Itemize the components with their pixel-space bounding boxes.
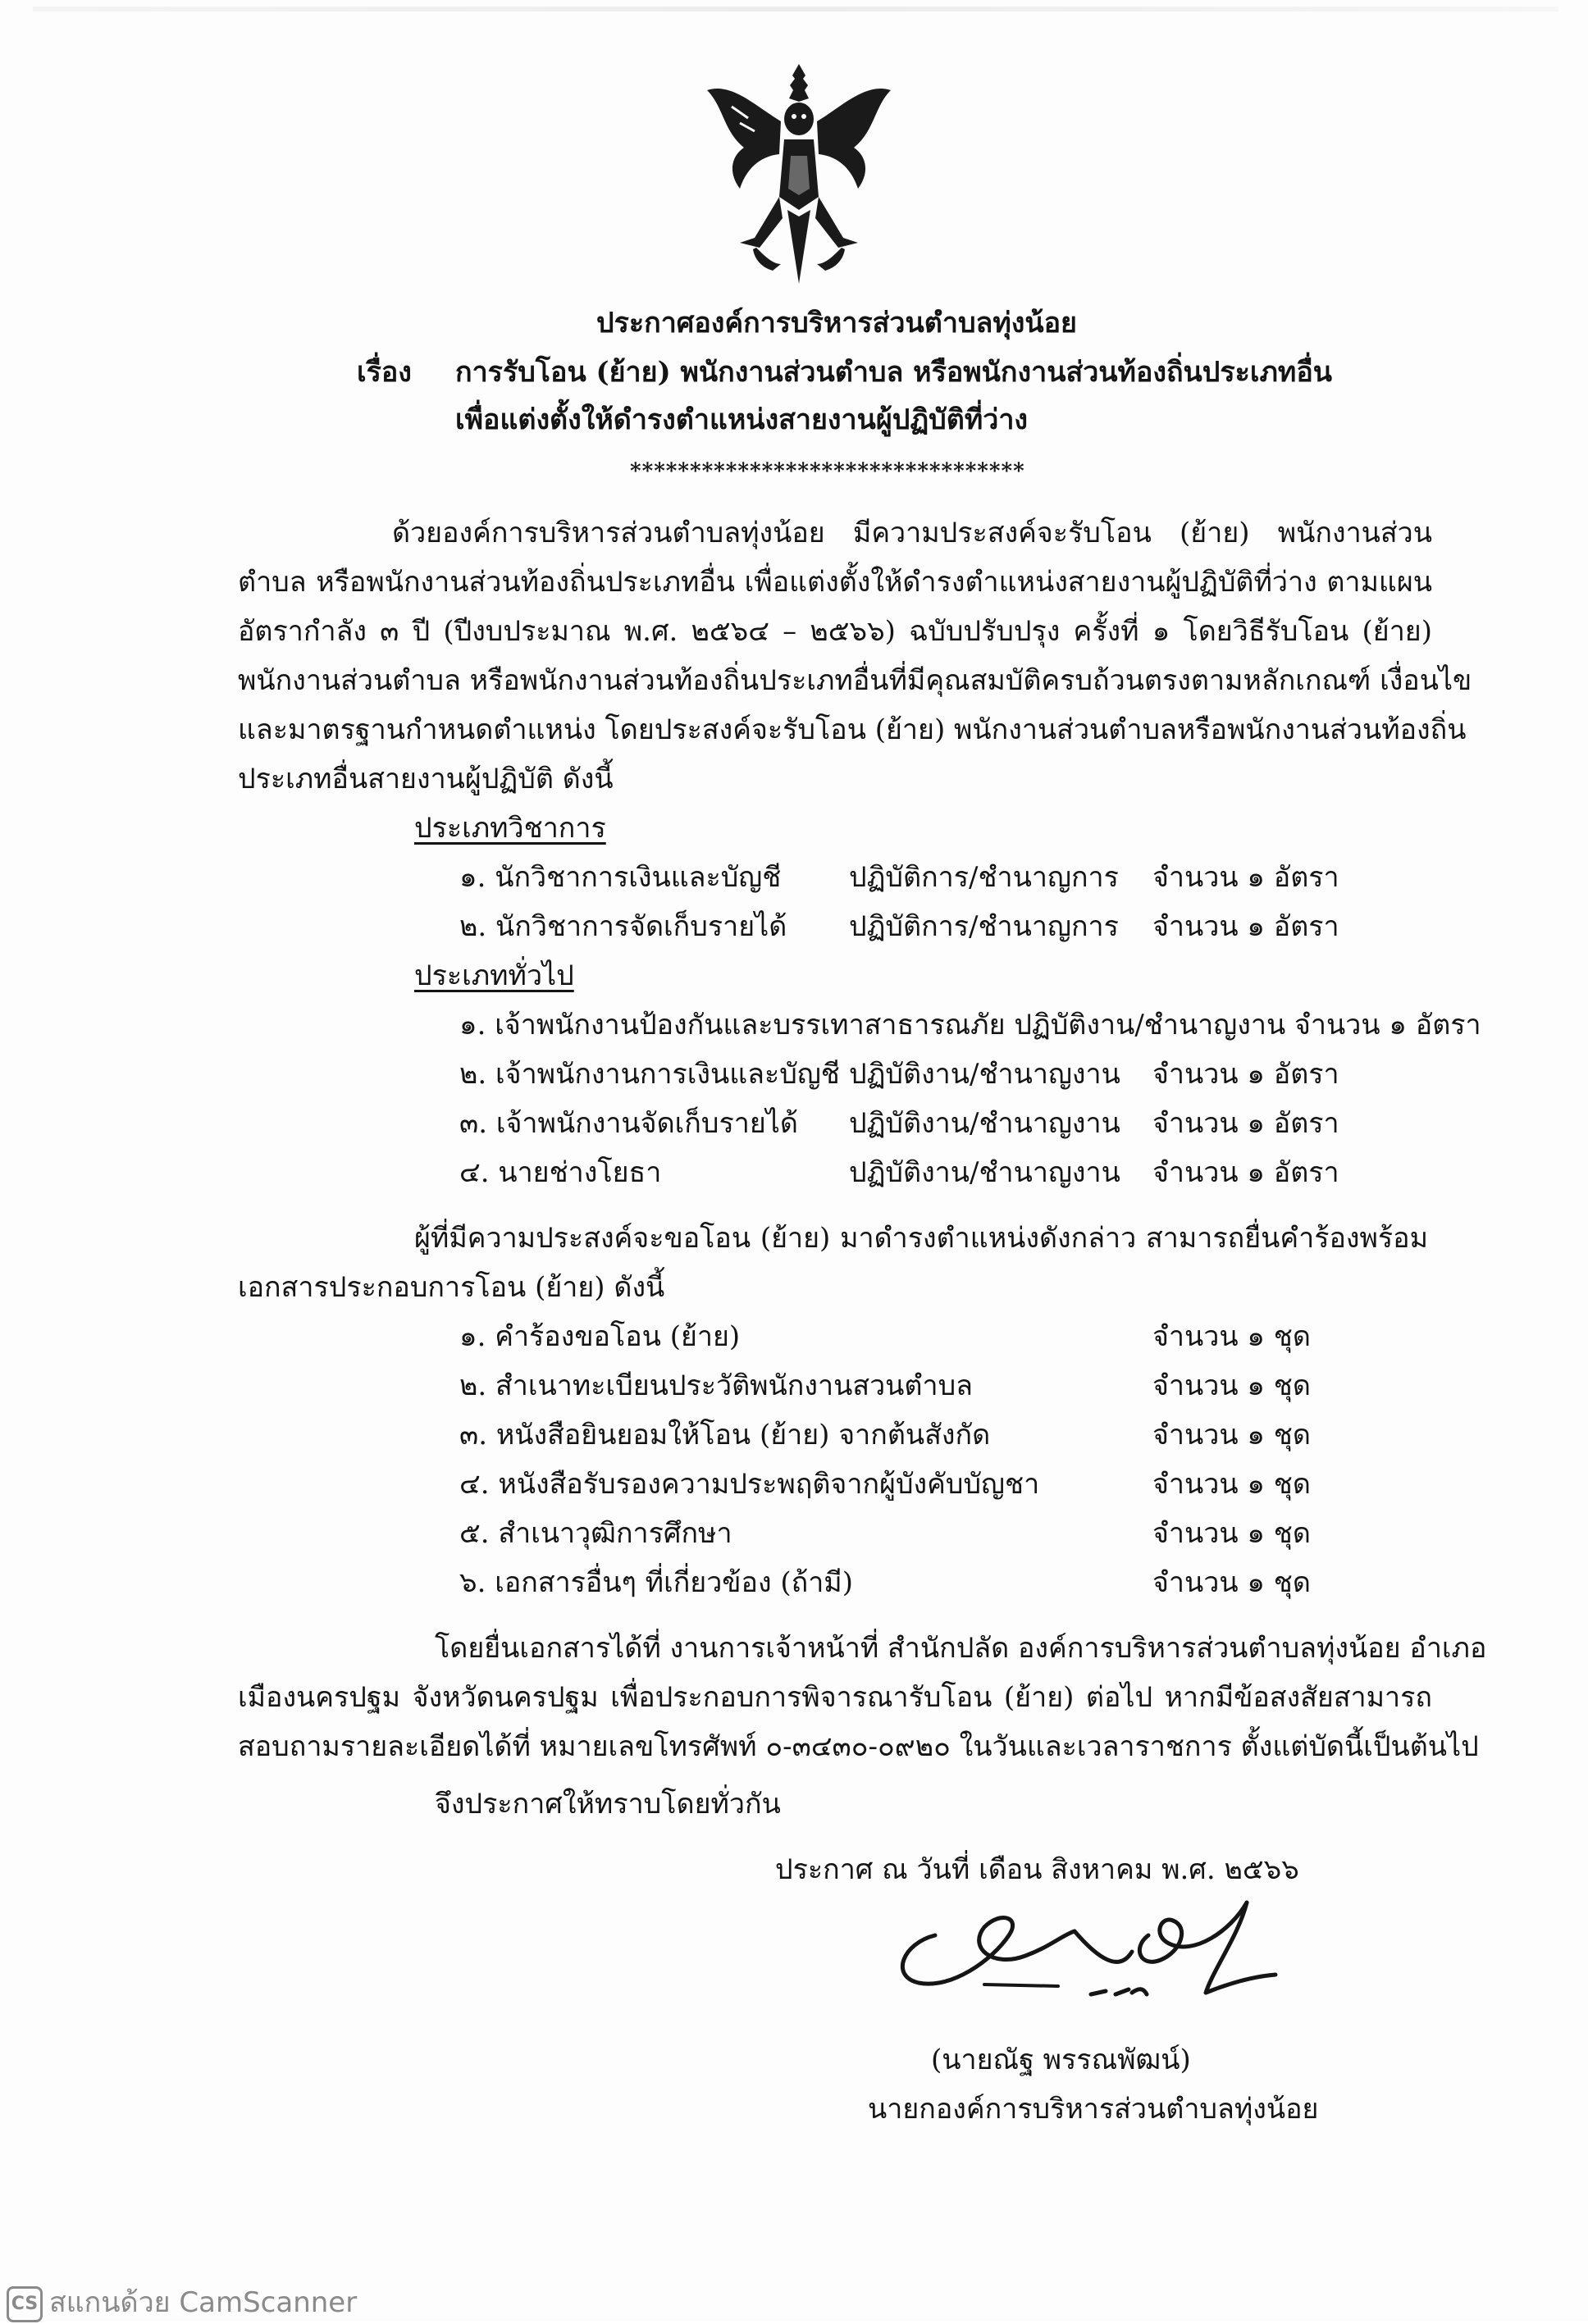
submission-line-3: สอบถามรายละเอียดได้ที่ หมายเลขโทรศัพท์ ๐-๓๔๓๐-๐๙๒๐ ในวันและเวลาราชการ ตั้งแต่บัดนี้เป็นต้นไป <box>238 1730 1479 1763</box>
position-level: ปฏิบัติงาน/ชำนาญงาน <box>849 1058 1120 1091</box>
signatory-name: (นายณัฐ พรรณพัฒน์) <box>931 2044 1191 2076</box>
intro-line-1: ด้วยองค์การบริหารส่วนตำบลทุ่งน้อย มีความประสงค์จะรับโอน (ย้าย) พนักงานส่วน <box>392 517 1432 549</box>
intro-line-3: อัตรากำลัง ๓ ปี (ปีงบประมาณ พ.ศ. ๒๕๖๔ – ๒๕๖๖) ฉบับปรับปรุง ครั้งที่ ๑ โดยวิธีรับโอน (ย้าย) <box>238 615 1432 648</box>
garuda-emblem-icon <box>699 57 900 291</box>
closing-statement: จึงประกาศให้ทราบโดยทั่วกัน <box>435 1788 781 1820</box>
academic-heading: ประเภทวิชาการ <box>414 812 606 845</box>
position-count: จำนวน ๑ อัตรา <box>1152 861 1339 894</box>
position-level: ปฏิบัติงาน/ชำนาญงาน <box>849 1156 1120 1189</box>
submission-line-2: เมืองนครปฐม จังหวัดนครปฐม เพื่อประกอบการพิจารณารับโอน (ย้าย) ต่อไป หากมีข้อสงสัยสามารถ <box>238 1681 1432 1714</box>
position-row: ๑. เจ้าพนักงานป้องกันและบรรเทาสาธารณภัย ปฏิบัติงาน/ชำนาญงาน จำนวน ๑ อัตรา <box>459 1009 1481 1041</box>
camscanner-logo-icon: CS <box>7 2286 43 2322</box>
scan-edge-line <box>33 7 1558 11</box>
intro-line-2: ตำบล หรือพนักงานส่วนท้องถิ่นประเภทอื่น เพื่อแต่งตั้งให้ดำรงตำแหน่งสายงานผู้ปฏิบัติที่ว่าง ตามแผน <box>238 566 1432 599</box>
subject-label: เรื่อง <box>357 356 412 389</box>
position-name: ๒. นักวิชาการจัดเก็บรายได้ <box>459 910 787 943</box>
document-count: จำนวน ๑ ชุด <box>1152 1566 1311 1599</box>
document-name: ๔. หนังสือรับรองความประพฤติจากผู้บังคับบัญชา <box>459 1468 1040 1501</box>
intro-line-5: และมาตรฐานกำหนดตำแหน่ง โดยประสงค์จะรับโอน (ย้าย) พนักงานส่วนตำบลหรือพนักงานส่วนท้องถิ่น <box>238 713 1467 746</box>
position-level: ปฏิบัติการ/ชำนาญการ <box>849 861 1119 894</box>
general-heading: ประเภททั่วไป <box>414 959 574 992</box>
position-name: ๑. นักวิชาการเงินและบัญชี <box>459 861 782 894</box>
position-count: จำนวน ๑ อัตรา <box>1152 910 1339 943</box>
position-count: จำนวน ๑ อัตรา <box>1152 1058 1339 1091</box>
announcement-title: ประกาศองค์การบริหารส่วนตำบลทุ่งน้อย <box>596 307 1077 339</box>
subject-line-2: เพื่อแต่งตั้งให้ดำรงตำแหน่งสายงานผู้ปฏิบัติที่ว่าง <box>455 403 1029 436</box>
position-level: ปฏิบัติงาน/ชำนาญงาน <box>849 1107 1120 1140</box>
position-name: ๓. เจ้าพนักงานจัดเก็บรายได้ <box>459 1107 798 1140</box>
signatory-position: นายกองค์การบริหารส่วนตำบลทุ่งน้อย <box>868 2093 1319 2126</box>
documents-intro-line-1: ผู้ที่มีความประสงค์จะขอโอน (ย้าย) มาดำรงตำแหน่งดังกล่าว สามารถยื่นคำร้องพร้อม <box>414 1222 1428 1255</box>
document-name: ๑. คำร้องขอโอน (ย้าย) <box>459 1320 741 1353</box>
camscanner-footer <box>7 2280 357 2324</box>
intro-line-4: พนักงานส่วนตำบล หรือพนักงานส่วนท้องถิ่นประเภทอื่นที่มีคุณสมบัติครบถ้วนตรงตามหลักเกณฑ์ เงื่อนไข <box>238 664 1472 697</box>
document-name: ๓. หนังสือยินยอมให้โอน (ย้าย) จากต้นสังกัด <box>459 1419 991 1451</box>
submission-line-1: โดยยื่นเอกสารได้ที่ งานการเจ้าหน้าที่ สำนักปลัด องค์การบริหารส่วนตำบลทุ่งน้อย อำเภอ <box>435 1632 1487 1665</box>
document-count: จำนวน ๑ ชุด <box>1152 1517 1311 1550</box>
position-count: จำนวน ๑ อัตรา <box>1152 1107 1339 1140</box>
document-name: ๖. เอกสารอื่นๆ ที่เกี่ยวข้อง (ถ้ามี) <box>459 1566 853 1599</box>
intro-line-6: ประเภทอื่นสายงานผู้ปฏิบัติ ดังนี้ <box>238 763 614 795</box>
documents-intro-line-2: เอกสารประกอบการโอน (ย้าย) ดังนี้ <box>238 1271 665 1304</box>
document-name: ๕. สำเนาวุฒิการศึกษา <box>459 1517 732 1550</box>
separator-line: ********************************* <box>630 459 1025 484</box>
position-count: จำนวน ๑ อัตรา <box>1152 1156 1339 1189</box>
position-level: ปฏิบัติการ/ชำนาญการ <box>849 910 1119 943</box>
announcement-date: ประกาศ ณ วันที่ เดือน สิงหาคม พ.ศ. ๒๕๖๖ <box>775 1853 1299 1886</box>
camscanner-text: สแกนด้วย CamScanner <box>49 2286 358 2319</box>
document-count: จำนวน ๑ ชุด <box>1152 1419 1311 1451</box>
document-name: ๒. สำเนาทะเบียนประวัติพนักงานสวนตำบล <box>459 1369 973 1402</box>
subject-line-1: การรับโอน (ย้าย) พนักงานส่วนตำบล หรือพนักงานส่วนท้องถิ่นประเภทอื่น <box>455 356 1333 389</box>
position-name: ๒. เจ้าพนักงานการเงินและบัญชี <box>459 1058 840 1091</box>
document-count: จำนวน ๑ ชุด <box>1152 1468 1311 1501</box>
position-name: ๔. นายช่างโยธา <box>459 1156 662 1189</box>
document-count: จำนวน ๑ ชุด <box>1152 1320 1311 1353</box>
signature-image <box>886 1886 1280 2009</box>
document-count: จำนวน ๑ ชุด <box>1152 1369 1311 1402</box>
